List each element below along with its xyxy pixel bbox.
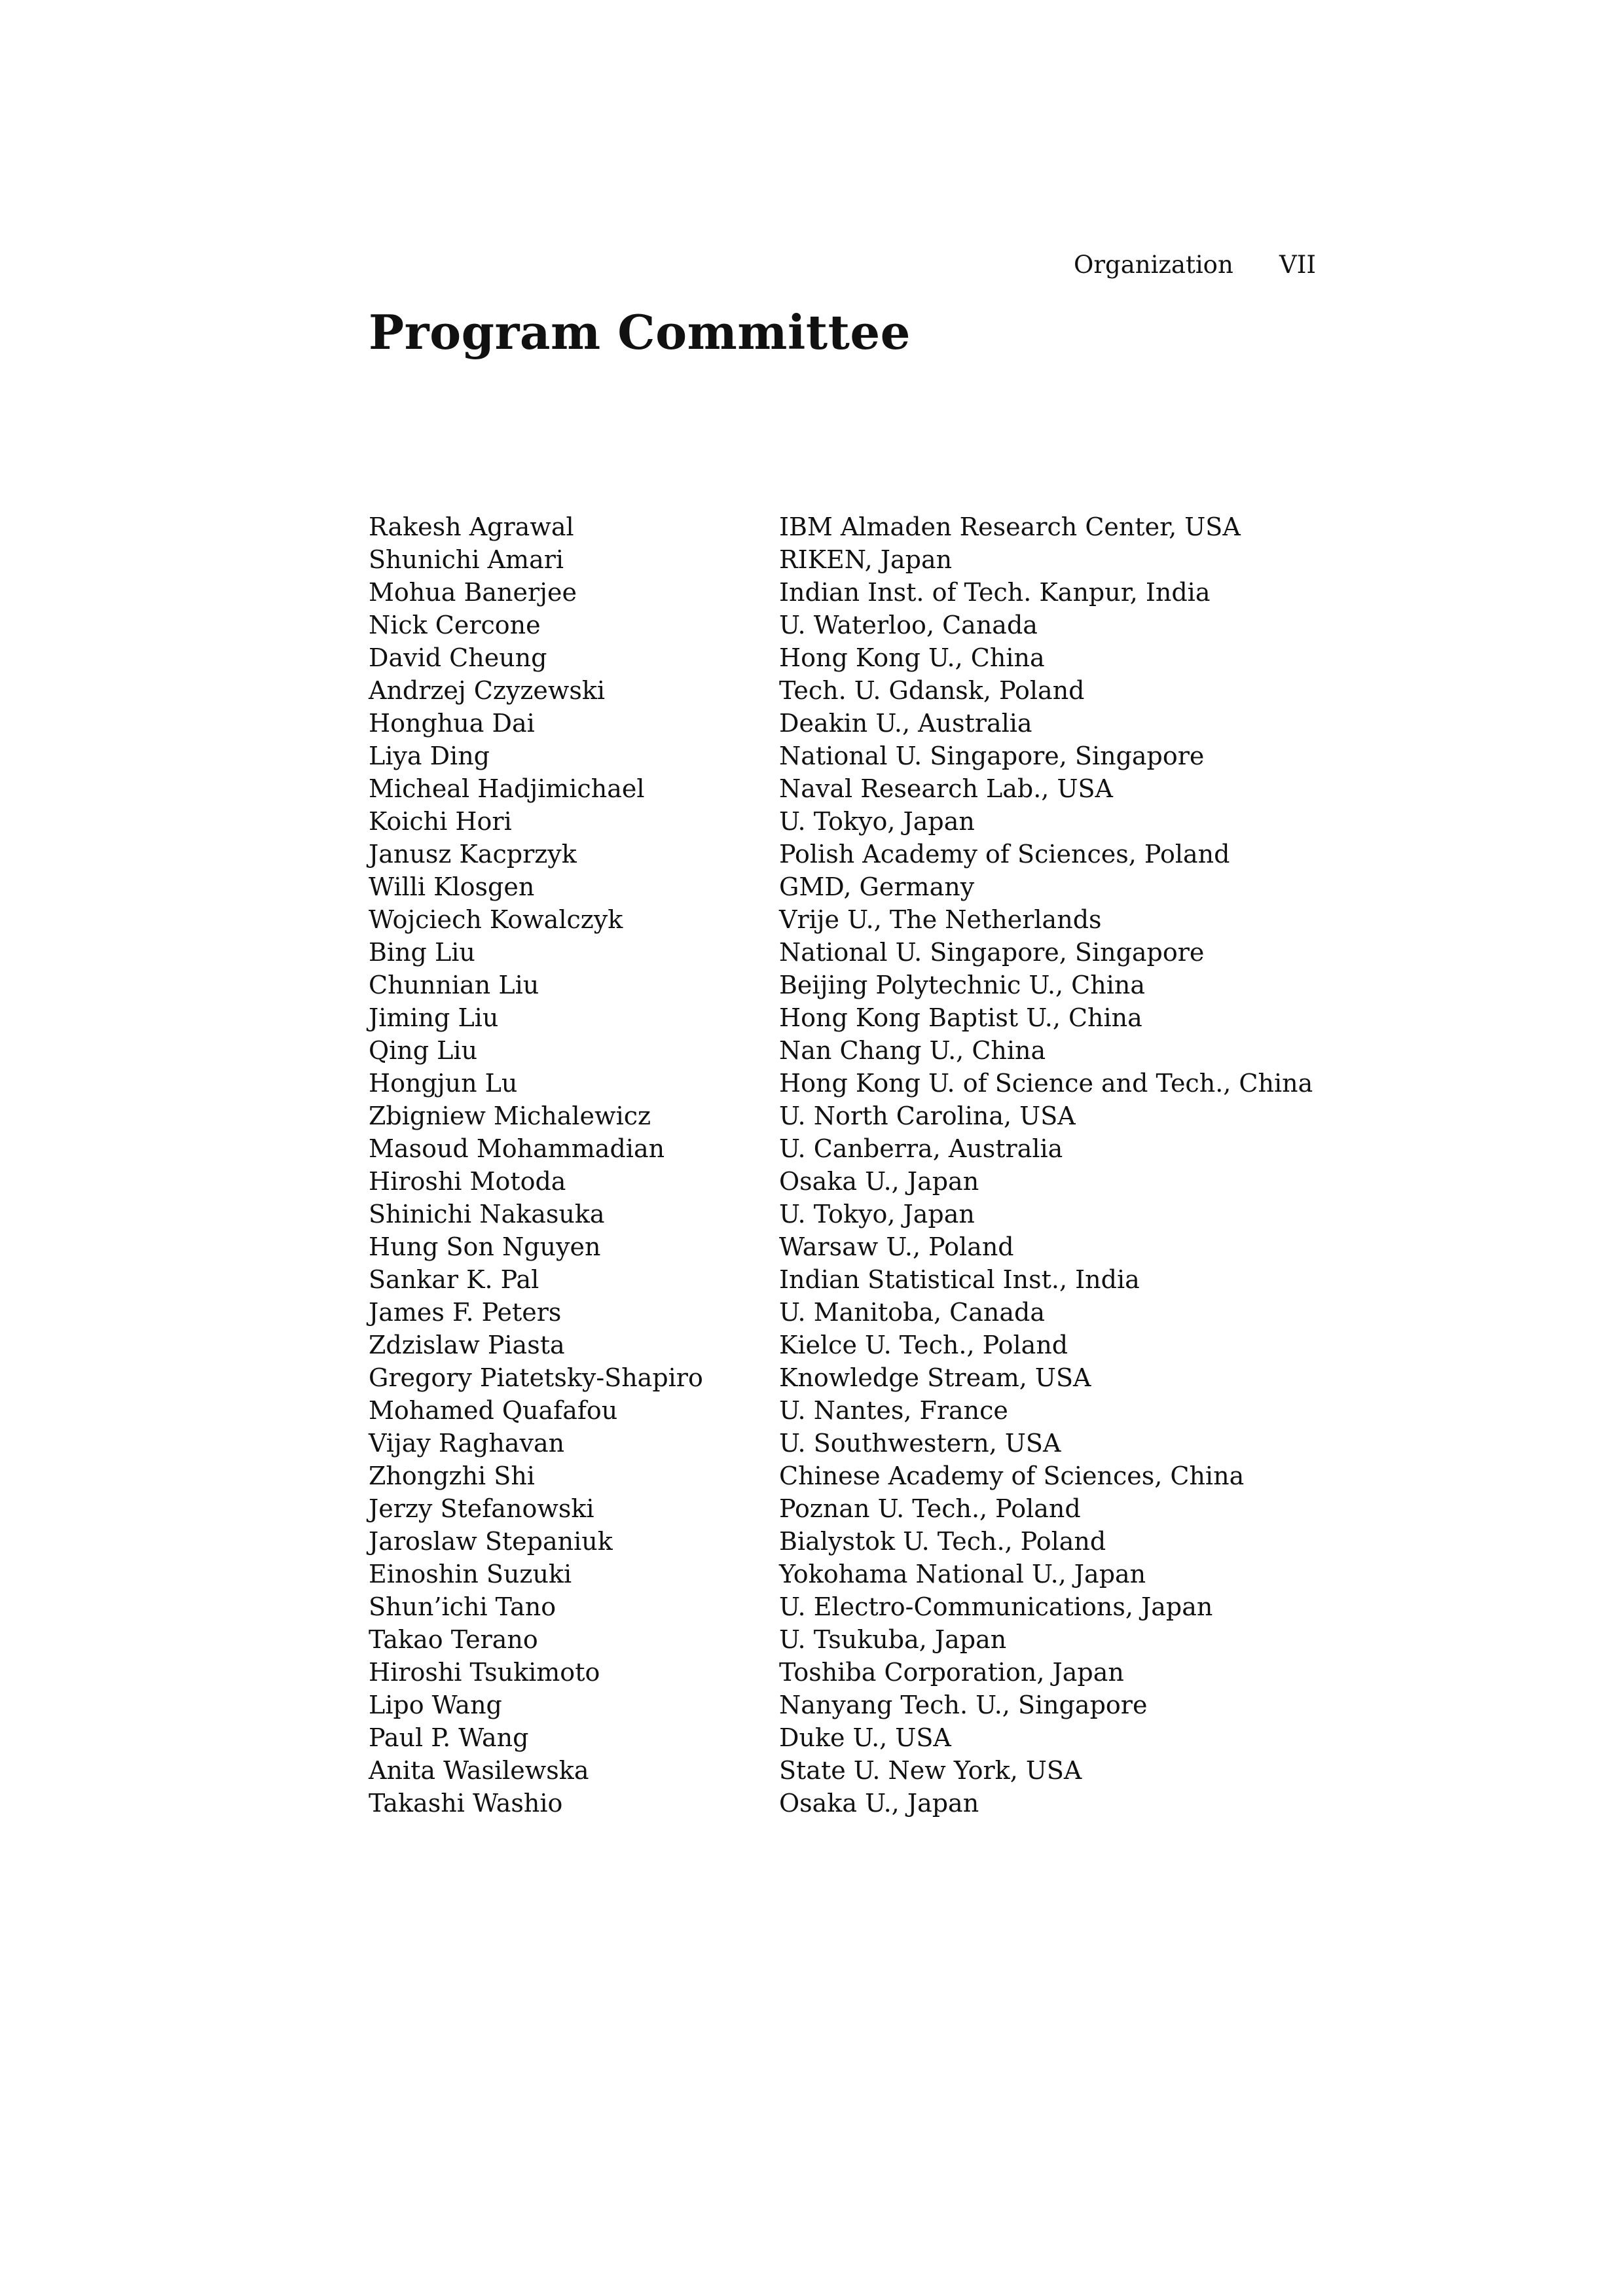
member-name: Willi Klosgen <box>369 872 535 901</box>
page-number: VII <box>1279 251 1316 279</box>
member-affiliation: Knowledge Stream, USA <box>779 1363 1091 1392</box>
committee-row <box>369 870 1318 903</box>
committee-row <box>369 1198 1318 1230</box>
member-name: Takao Terano <box>369 1625 538 1654</box>
member-affiliation: Duke U., USA <box>779 1723 951 1752</box>
committee-row <box>369 936 1318 969</box>
member-name: Jerzy Stefanowski <box>369 1494 594 1523</box>
member-name: Bing Liu <box>369 938 475 967</box>
member-affiliation: Nan Chang U., China <box>779 1036 1046 1065</box>
committee-row <box>369 1721 1318 1754</box>
member-affiliation: U. Electro-Communications, Japan <box>779 1592 1213 1621</box>
committee-row <box>369 1329 1318 1361</box>
committee-row <box>369 576 1318 609</box>
member-affiliation: U. Tsukuba, Japan <box>779 1625 1007 1654</box>
member-affiliation: Poznan U. Tech., Poland <box>779 1494 1081 1523</box>
committee-list <box>369 511 1318 1820</box>
committee-row <box>369 1492 1318 1525</box>
committee-row <box>369 1132 1318 1165</box>
member-name: Zbigniew Michalewicz <box>369 1102 651 1130</box>
member-name: Einoshin Suzuki <box>369 1560 572 1588</box>
member-name: Jiming Liu <box>369 1003 499 1032</box>
member-affiliation: IBM Almaden Research Center, USA <box>779 512 1241 541</box>
member-affiliation: U. Tokyo, Japan <box>779 1200 975 1229</box>
committee-row <box>369 1100 1318 1132</box>
member-name: Anita Wasilewska <box>369 1756 589 1785</box>
member-affiliation: U. Waterloo, Canada <box>779 611 1038 639</box>
member-name: Hiroshi Tsukimoto <box>369 1658 600 1687</box>
member-name: Liya Ding <box>369 742 490 770</box>
committee-row <box>369 969 1318 1001</box>
member-name: Mohamed Quafafou <box>369 1396 618 1425</box>
member-name: Masoud Mohammadian <box>369 1134 665 1163</box>
member-name: Honghua Dai <box>369 709 535 738</box>
member-name: Shinichi Nakasuka <box>369 1200 605 1229</box>
committee-row <box>369 1165 1318 1198</box>
committee-row <box>369 1427 1318 1460</box>
member-affiliation: Polish Academy of Sciences, Poland <box>779 840 1230 869</box>
member-name: Nick Cercone <box>369 611 541 639</box>
member-affiliation: National U. Singapore, Singapore <box>779 938 1205 967</box>
member-affiliation: Osaka U., Japan <box>779 1167 979 1196</box>
committee-row <box>369 543 1318 576</box>
committee-row <box>369 1230 1318 1263</box>
member-affiliation: Warsaw U., Poland <box>779 1232 1014 1261</box>
member-name: James F. Peters <box>369 1298 562 1327</box>
member-affiliation: Indian Statistical Inst., India <box>779 1265 1140 1294</box>
member-affiliation: Chinese Academy of Sciences, China <box>779 1462 1245 1490</box>
member-name: Hung Son Nguyen <box>369 1232 601 1261</box>
member-name: Sankar K. Pal <box>369 1265 539 1294</box>
committee-row <box>369 1460 1318 1492</box>
member-affiliation: U. Nantes, France <box>779 1396 1008 1425</box>
committee-row <box>369 1590 1318 1623</box>
member-affiliation: U. Manitoba, Canada <box>779 1298 1046 1327</box>
member-affiliation: Hong Kong U., China <box>779 643 1045 672</box>
member-affiliation: Hong Kong U. of Science and Tech., China <box>779 1069 1313 1098</box>
committee-row <box>369 1034 1318 1067</box>
member-name: Koichi Hori <box>369 807 512 836</box>
member-affiliation: National U. Singapore, Singapore <box>779 742 1205 770</box>
member-name: Hiroshi Motoda <box>369 1167 566 1196</box>
committee-row <box>369 1656 1318 1689</box>
member-name: Rakesh Agrawal <box>369 512 574 541</box>
committee-row <box>369 805 1318 838</box>
running-head <box>1074 249 1316 281</box>
committee-row <box>369 511 1318 543</box>
member-name: Andrzej Czyzewski <box>369 676 606 705</box>
committee-row <box>369 1296 1318 1329</box>
member-affiliation: Bialystok U. Tech., Poland <box>779 1527 1106 1556</box>
member-affiliation: RIKEN, Japan <box>779 545 953 574</box>
committee-row <box>369 1754 1318 1787</box>
member-affiliation: Indian Inst. of Tech. Kanpur, India <box>779 578 1211 607</box>
member-affiliation: Tech. U. Gdansk, Poland <box>779 676 1085 705</box>
member-affiliation: U. Southwestern, USA <box>779 1429 1061 1458</box>
committee-row <box>369 1689 1318 1721</box>
member-name: Hongjun Lu <box>369 1069 518 1098</box>
committee-row <box>369 1525 1318 1558</box>
member-affiliation: U. North Carolina, USA <box>779 1102 1076 1130</box>
member-name: Janusz Kacprzyk <box>369 840 577 869</box>
member-affiliation: Nanyang Tech. U., Singapore <box>779 1691 1148 1719</box>
member-affiliation: Osaka U., Japan <box>779 1789 979 1818</box>
committee-row <box>369 740 1318 772</box>
member-affiliation: State U. New York, USA <box>779 1756 1082 1785</box>
committee-row <box>369 641 1318 674</box>
committee-row <box>369 707 1318 740</box>
member-affiliation: Vrije U., The Netherlands <box>779 905 1102 934</box>
member-affiliation: GMD, Germany <box>779 872 975 901</box>
committee-row <box>369 1067 1318 1100</box>
member-affiliation: Yokohama National U., Japan <box>779 1560 1146 1588</box>
member-affiliation: Deakin U., Australia <box>779 709 1032 738</box>
member-name: David Cheung <box>369 643 547 672</box>
member-name: Chunnian Liu <box>369 971 539 999</box>
member-name: Takashi Washio <box>369 1789 563 1818</box>
member-affiliation: Hong Kong Baptist U., China <box>779 1003 1142 1032</box>
committee-row <box>369 1787 1318 1820</box>
member-name: Gregory Piatetsky-Shapiro <box>369 1363 703 1392</box>
member-name: Micheal Hadjimichael <box>369 774 645 803</box>
member-name: Vijay Raghavan <box>369 1429 565 1458</box>
page-title: Program Committee <box>369 304 911 360</box>
member-name: Qing Liu <box>369 1036 478 1065</box>
committee-row <box>369 772 1318 805</box>
member-name: Zhongzhi Shi <box>369 1462 535 1490</box>
member-affiliation: Beijing Polytechnic U., China <box>779 971 1146 999</box>
committee-row <box>369 1361 1318 1394</box>
committee-row <box>369 1263 1318 1296</box>
committee-row <box>369 1623 1318 1656</box>
member-name: Wojciech Kowalczyk <box>369 905 623 934</box>
committee-row <box>369 1001 1318 1034</box>
member-affiliation: Naval Research Lab., USA <box>779 774 1113 803</box>
committee-row <box>369 1558 1318 1590</box>
member-name: Mohua Banerjee <box>369 578 577 607</box>
member-name: Zdzislaw Piasta <box>369 1331 565 1359</box>
committee-row <box>369 674 1318 707</box>
member-affiliation: Kielce U. Tech., Poland <box>779 1331 1068 1359</box>
committee-row <box>369 838 1318 870</box>
committee-row <box>369 1394 1318 1427</box>
member-name: Jaroslaw Stepaniuk <box>369 1527 613 1556</box>
member-affiliation: Toshiba Corporation, Japan <box>779 1658 1124 1687</box>
committee-row <box>369 903 1318 936</box>
committee-row <box>369 609 1318 641</box>
member-affiliation: U. Canberra, Australia <box>779 1134 1063 1163</box>
running-head-section: Organization <box>1074 251 1233 279</box>
member-name: Paul P. Wang <box>369 1723 529 1752</box>
member-name: Shun’ichi Tano <box>369 1592 556 1621</box>
member-affiliation: U. Tokyo, Japan <box>779 807 975 836</box>
member-name: Lipo Wang <box>369 1691 502 1719</box>
member-name: Shunichi Amari <box>369 545 564 574</box>
